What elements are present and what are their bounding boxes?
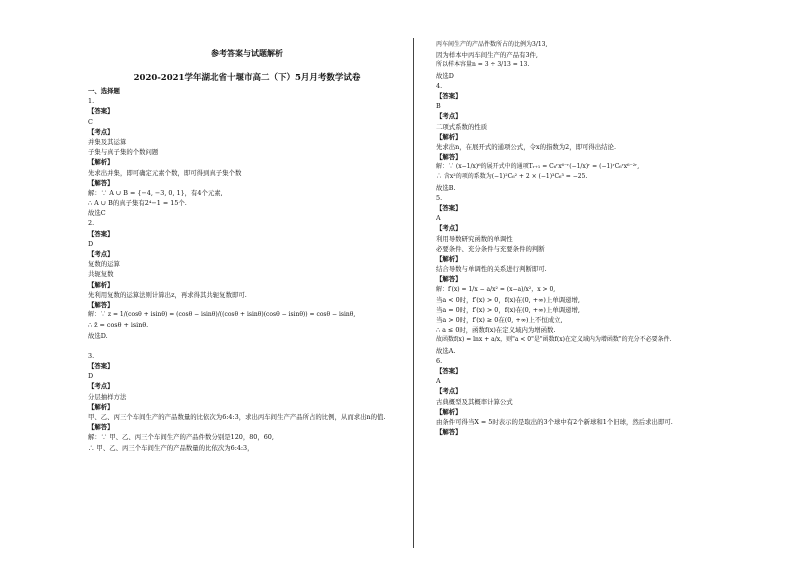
text-line: D xyxy=(88,372,94,381)
section-label: 【解析】 xyxy=(436,407,462,416)
text-line: 5. xyxy=(436,193,443,202)
text-line: ∴ 甲、乙、丙三个车间生产的产品数量的比依次为6:4:3， xyxy=(88,443,254,452)
section-label: 【考点】 xyxy=(436,387,462,396)
text-line: 故选D xyxy=(436,71,454,80)
text-line: 子集与真子集的个数问题 xyxy=(88,148,159,157)
text-line: 所以样本容量n = 3 ÷ 3/13 = 13. xyxy=(436,61,530,69)
text-line: 因为样本中丙车间生产的产品有3件, xyxy=(436,51,538,60)
text-line: ∴ a ≤ 0时，函数f(x)在定义域内为增函数. xyxy=(436,326,556,335)
section-label: 【答案】 xyxy=(436,204,462,212)
text-line: A xyxy=(436,214,441,223)
text-line: 1. xyxy=(88,97,95,106)
section-label: 【答案】 xyxy=(88,362,114,371)
doc-title: 参考答案与试题解析 xyxy=(211,48,283,58)
text-line: 甲、乙、丙三个车间生产的产品数量的比依次为6:4:3，求出丙车间生产产品所占的比例，从而求出n的值. xyxy=(88,413,386,421)
text-line: 4. xyxy=(436,81,443,90)
text-line: 解：∵ A ∪ B = {−4, −3, 0, 1}，有4个元素, xyxy=(88,188,223,197)
section-label: 【解答】 xyxy=(88,423,114,432)
text-line: ∴ z̄ = cosθ + isinθ. xyxy=(88,321,149,330)
text-line: 2. xyxy=(88,219,95,228)
section-label: 【解答】 xyxy=(436,428,462,437)
section-label: 【解析】 xyxy=(88,402,114,411)
text-line: 古典概型及其概率计算公式 xyxy=(436,397,513,406)
text-line: C xyxy=(88,117,93,126)
text-line: 故函数f(x) = lnx + a/x，则"a < 0"是"函数f(x)在定义域内为增函数"的充分不必要条件. xyxy=(436,336,672,344)
section-label: 【解答】 xyxy=(88,178,114,187)
text-line: 二项式系数的性质 xyxy=(436,122,488,131)
doc-subtitle: 2020-2021学年湖北省十堰市高二（下）5月月考数学试卷 xyxy=(133,73,361,83)
section-label: 【答案】 xyxy=(436,91,462,100)
text-line: 复数的运算 xyxy=(88,260,120,269)
text-line: 故选D. xyxy=(88,331,108,340)
text-line: A xyxy=(436,377,441,386)
text-line: D xyxy=(88,239,94,248)
text-line: 6. xyxy=(436,356,443,365)
left-column xyxy=(88,46,406,453)
section-label: 【考点】 xyxy=(436,224,462,233)
section-label: 【解答】 xyxy=(436,153,462,162)
text-line: 先求出n，在展开式的通项公式，令x的指数为2，即可得出结论. xyxy=(436,142,616,151)
text-line: 利用导数研究函数的单调性 xyxy=(436,234,513,243)
text-line: 当a > 0时，f′(x) ≥ 0在(0, +∞)上不恒成立, xyxy=(436,316,563,325)
section-label: 【解答】 xyxy=(88,300,114,309)
section-label: 【答案】 xyxy=(88,229,114,238)
section-label: 【答案】 xyxy=(88,107,114,116)
text-line: 故选C xyxy=(88,209,106,218)
section-label: 【解析】 xyxy=(436,132,462,141)
text-line: 故选A. xyxy=(436,346,456,355)
section-label: 【考点】 xyxy=(88,250,114,258)
text-line: 解：∵ 甲、乙、丙三个车间生产的产品件数分别是120，80，60, xyxy=(88,433,274,442)
text-line: ∴ 含x²的项的系数为(−1)²C₆² + 2 × (−1)³C₆³ = −25. xyxy=(436,173,588,181)
text-line: 先求出并集，即可确定元素个数，即可得到真子集个数 xyxy=(88,168,242,177)
text-line: 3. xyxy=(88,351,95,360)
text-line: B xyxy=(436,102,441,111)
section-label: 【解析】 xyxy=(436,254,462,263)
text-line: 解：∵ z = 1/(cosθ + isinθ) = (cosθ − isinθ)/((cosθ + isinθ)(cosθ − isinθ)) = cosθ − isinθ, xyxy=(88,311,356,319)
text-line: ∴ A ∪ B的真子集有2⁴−1 = 15个. xyxy=(88,199,187,208)
text-line: 由条件可得当X = 5时表示的是取出的3个球中有2个新球和1个旧球，然后求出即可. xyxy=(436,417,673,426)
section-label: 【考点】 xyxy=(88,127,114,136)
text-line: 故选B. xyxy=(436,183,456,192)
text-line: 共轭复数 xyxy=(88,270,114,279)
section-label: 一、选择题 xyxy=(88,87,120,95)
text-line: 分层抽样方法 xyxy=(88,392,127,401)
right-column xyxy=(436,40,756,437)
text-line: 当a = 0时，f′(x) > 0，f(x)在(0, +∞)上单调递增, xyxy=(436,305,580,314)
text-line: 解：∵ (x−1/x)⁶的展开式中的通项Tᵣ₊₁ = C₆ʳx⁶⁻ʳ(−1/x)ʳ = (−1)ʳC₆ʳx⁶⁻²ʳ, xyxy=(436,163,640,171)
text-line: 必要条件、充分条件与充要条件的判断 xyxy=(436,244,545,253)
text-line: 先利用复数的运算法则计算出z，再求得其共轭复数即可. xyxy=(88,290,247,299)
section-label: 【解析】 xyxy=(88,158,114,167)
section-label: 【考点】 xyxy=(88,382,114,391)
text-line: 当a < 0时，f′(x) > 0，f(x)在(0, +∞)上单调递增, xyxy=(436,295,580,304)
section-label: 【答案】 xyxy=(436,367,462,375)
section-label: 【解答】 xyxy=(436,275,462,284)
text-line: 结合导数与单调性的关系进行判断即可. xyxy=(436,265,547,274)
section-label: 【解析】 xyxy=(88,280,114,289)
text-line: 并集及其运算 xyxy=(88,137,127,146)
text-line xyxy=(88,341,406,351)
text-line: 解：f′(x) = 1/x − a/x² = (x−a)/x²，x > 0, xyxy=(436,285,556,293)
text-line: 丙车间生产的产品件数所占的比例为3/13, xyxy=(436,41,548,48)
column-divider xyxy=(413,38,414,548)
section-label: 【考点】 xyxy=(436,112,462,121)
